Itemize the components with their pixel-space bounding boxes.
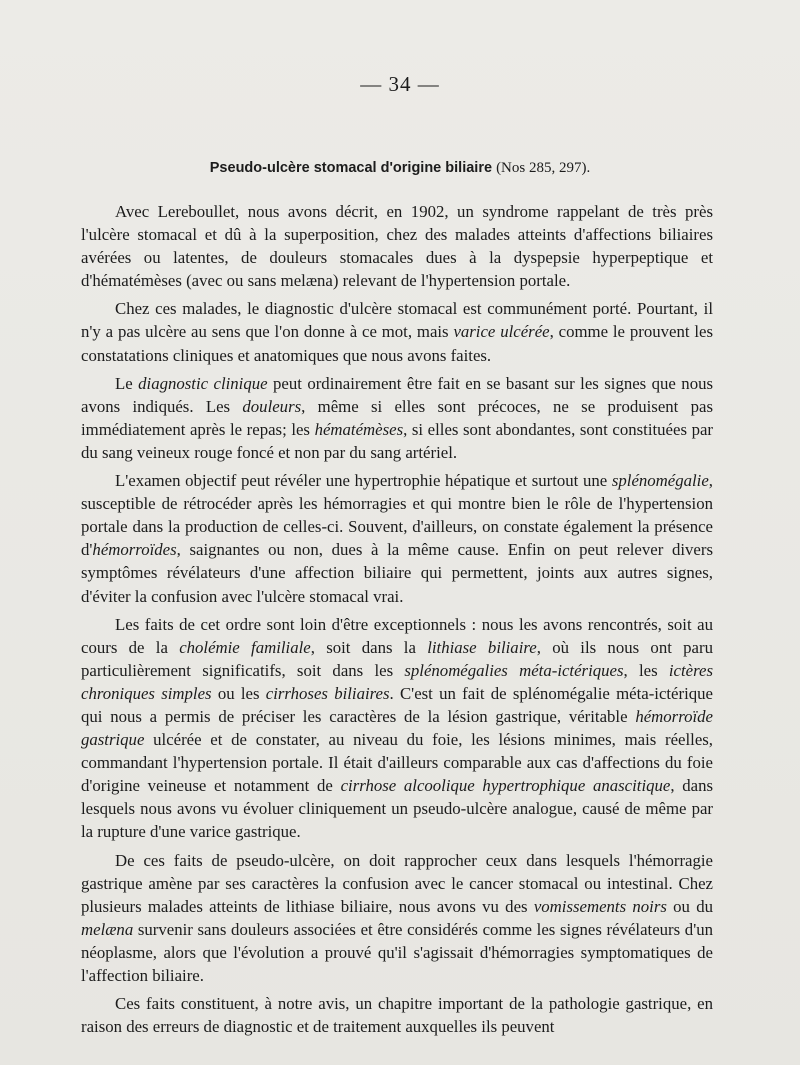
- text-run: , comme le prouvent les constatations cliniques et anatomiques que nous avons faites.: [81, 322, 713, 365]
- italic-term: diagnostic clinique: [138, 373, 268, 393]
- paragraph: [81, 372, 713, 464]
- italic-term: douleurs: [242, 396, 302, 416]
- text-run: . C'est un fait de splénomégalie méta-ictérique qui nous a permis de préciser les caractères de la lésion gastrique, véritable: [81, 683, 713, 726]
- italic-term: cirrhose alcoolique hypertrophique anascitique: [340, 776, 671, 796]
- paragraph: [81, 849, 713, 988]
- text-run: Ces faits constituent, à notre avis, un chapitre important de la pathologie gastrique, en raison des erreurs de diagnostic et de traitement auxquelles ils peuvent: [81, 994, 713, 1037]
- text-run: survenir sans douleurs associées et être considérés comme les signes révélateurs d'un néoplasme, alors que l'évolution a prouvé qu'il s'agissait d'hémorragies symptomatiques de l'affection biliaire.: [81, 919, 713, 985]
- text-run: , soit dans la: [310, 637, 428, 657]
- italic-term: splénomégalie: [611, 471, 709, 491]
- page-number: — 34 —: [360, 72, 440, 96]
- italic-term: lithiase biliaire: [427, 637, 537, 657]
- paragraph: [81, 992, 713, 1038]
- italic-term: cirrhoses biliaires: [265, 683, 390, 703]
- section-heading: [0, 160, 800, 177]
- text-run: Les faits de cet ordre sont loin d'être exceptionnels : nous les avons rencontrés, soit au cours de la: [81, 614, 713, 657]
- italic-term: hémorroïdes: [92, 540, 177, 560]
- text-run: Le: [115, 373, 139, 393]
- body-text: [81, 200, 713, 1043]
- text-run: , les: [623, 660, 669, 680]
- italic-term: varice ulcérée: [453, 322, 550, 342]
- text-run: ulcérée et de constater, au niveau du foie, les lésions minimes, mais réelles, commandant l'hypertension portale. Il était d'ailleurs comparable aux cas d'affections du foie d'origine veineuse et notamment de: [81, 730, 713, 796]
- text-run: ou du: [666, 896, 714, 916]
- text-run: De ces faits de pseudo-ulcère, on doit rapprocher ceux dans lesquels l'hémorragie gastrique amène par ses caractères la confusion avec le cancer stomacal ou intestinal. Chez plusieurs malades atteints de lithiase biliaire, nous avons vu des: [81, 850, 713, 916]
- text-run: Avec Lereboullet, nous avons décrit, en 1902, un syndrome rappelant de très près l'ulcère stomacal et dû à la superposition, chez des malades atteints d'affections biliaires avérées ou latentes, de douleurs stomacales dues à la dyspepsie hyperpeptique et d'hématémèses (avec ou sans melæna) relevant de l'hypertension portale.: [81, 202, 713, 291]
- italic-term: hémorroïde gastrique: [81, 706, 713, 750]
- text-run: , dans lesquels nous avons vu évoluer cliniquement un pseudo-ulcère analogue, causé de même par la rupture d'une varice gastrique.: [81, 776, 713, 842]
- text-run: , susceptible de rétrocéder après les hémorragies et qui montre bien le rôle de l'hypertension portale dans la production de celles-ci. Souvent, d'ailleurs, on constate également la présence d': [81, 471, 713, 560]
- text-run: L'examen objectif peut révéler une hypertrophie hépatique et surtout une: [115, 471, 612, 491]
- paragraph: [81, 297, 713, 366]
- paragraph: [81, 469, 713, 608]
- italic-term: hématémèses: [314, 419, 404, 439]
- text-run: ou les: [211, 683, 266, 703]
- paragraph: [81, 613, 713, 844]
- italic-term: ictères chroniques simples: [81, 660, 713, 703]
- paragraph: [81, 200, 713, 292]
- italic-term: cholémie familiale: [179, 637, 311, 657]
- text-run: , si elles sont abondantes, sont constituées par du sang veineux rouge foncé et non par du sang artériel.: [81, 419, 713, 462]
- text-run: peut ordinairement être fait en se basant sur les signes que nous avons indiqués. Les: [81, 373, 714, 416]
- text-run: , même si elles sont précoces, ne se produisent pas immédiatement après le repas; les: [81, 396, 713, 439]
- italic-term: vomissements noirs: [533, 896, 667, 916]
- heading-reference: (Nos 285, 297).: [496, 160, 591, 176]
- heading-title: Pseudo-ulcère stomacal d'origine biliaire: [209, 160, 493, 176]
- text-run: , saignantes ou non, dues à la même cause. Enfin on peut relever divers symptômes révélateurs d'une affection biliaire qui permettent, joints aux autres signes, d'éviter la confusion avec l'ulcère stomacal vrai.: [81, 540, 713, 606]
- italic-term: melæna: [81, 919, 134, 939]
- text-run: Chez ces malades, le diagnostic d'ulcère stomacal est communément porté. Pourtant, il n'y a pas ulcère au sens que l'on donne à ce mot, mais: [81, 299, 713, 342]
- text-run: , où ils nous ont paru particulièrement significatifs, soit dans les: [81, 637, 713, 680]
- italic-term: splénomégalies méta-ictériques: [404, 660, 624, 680]
